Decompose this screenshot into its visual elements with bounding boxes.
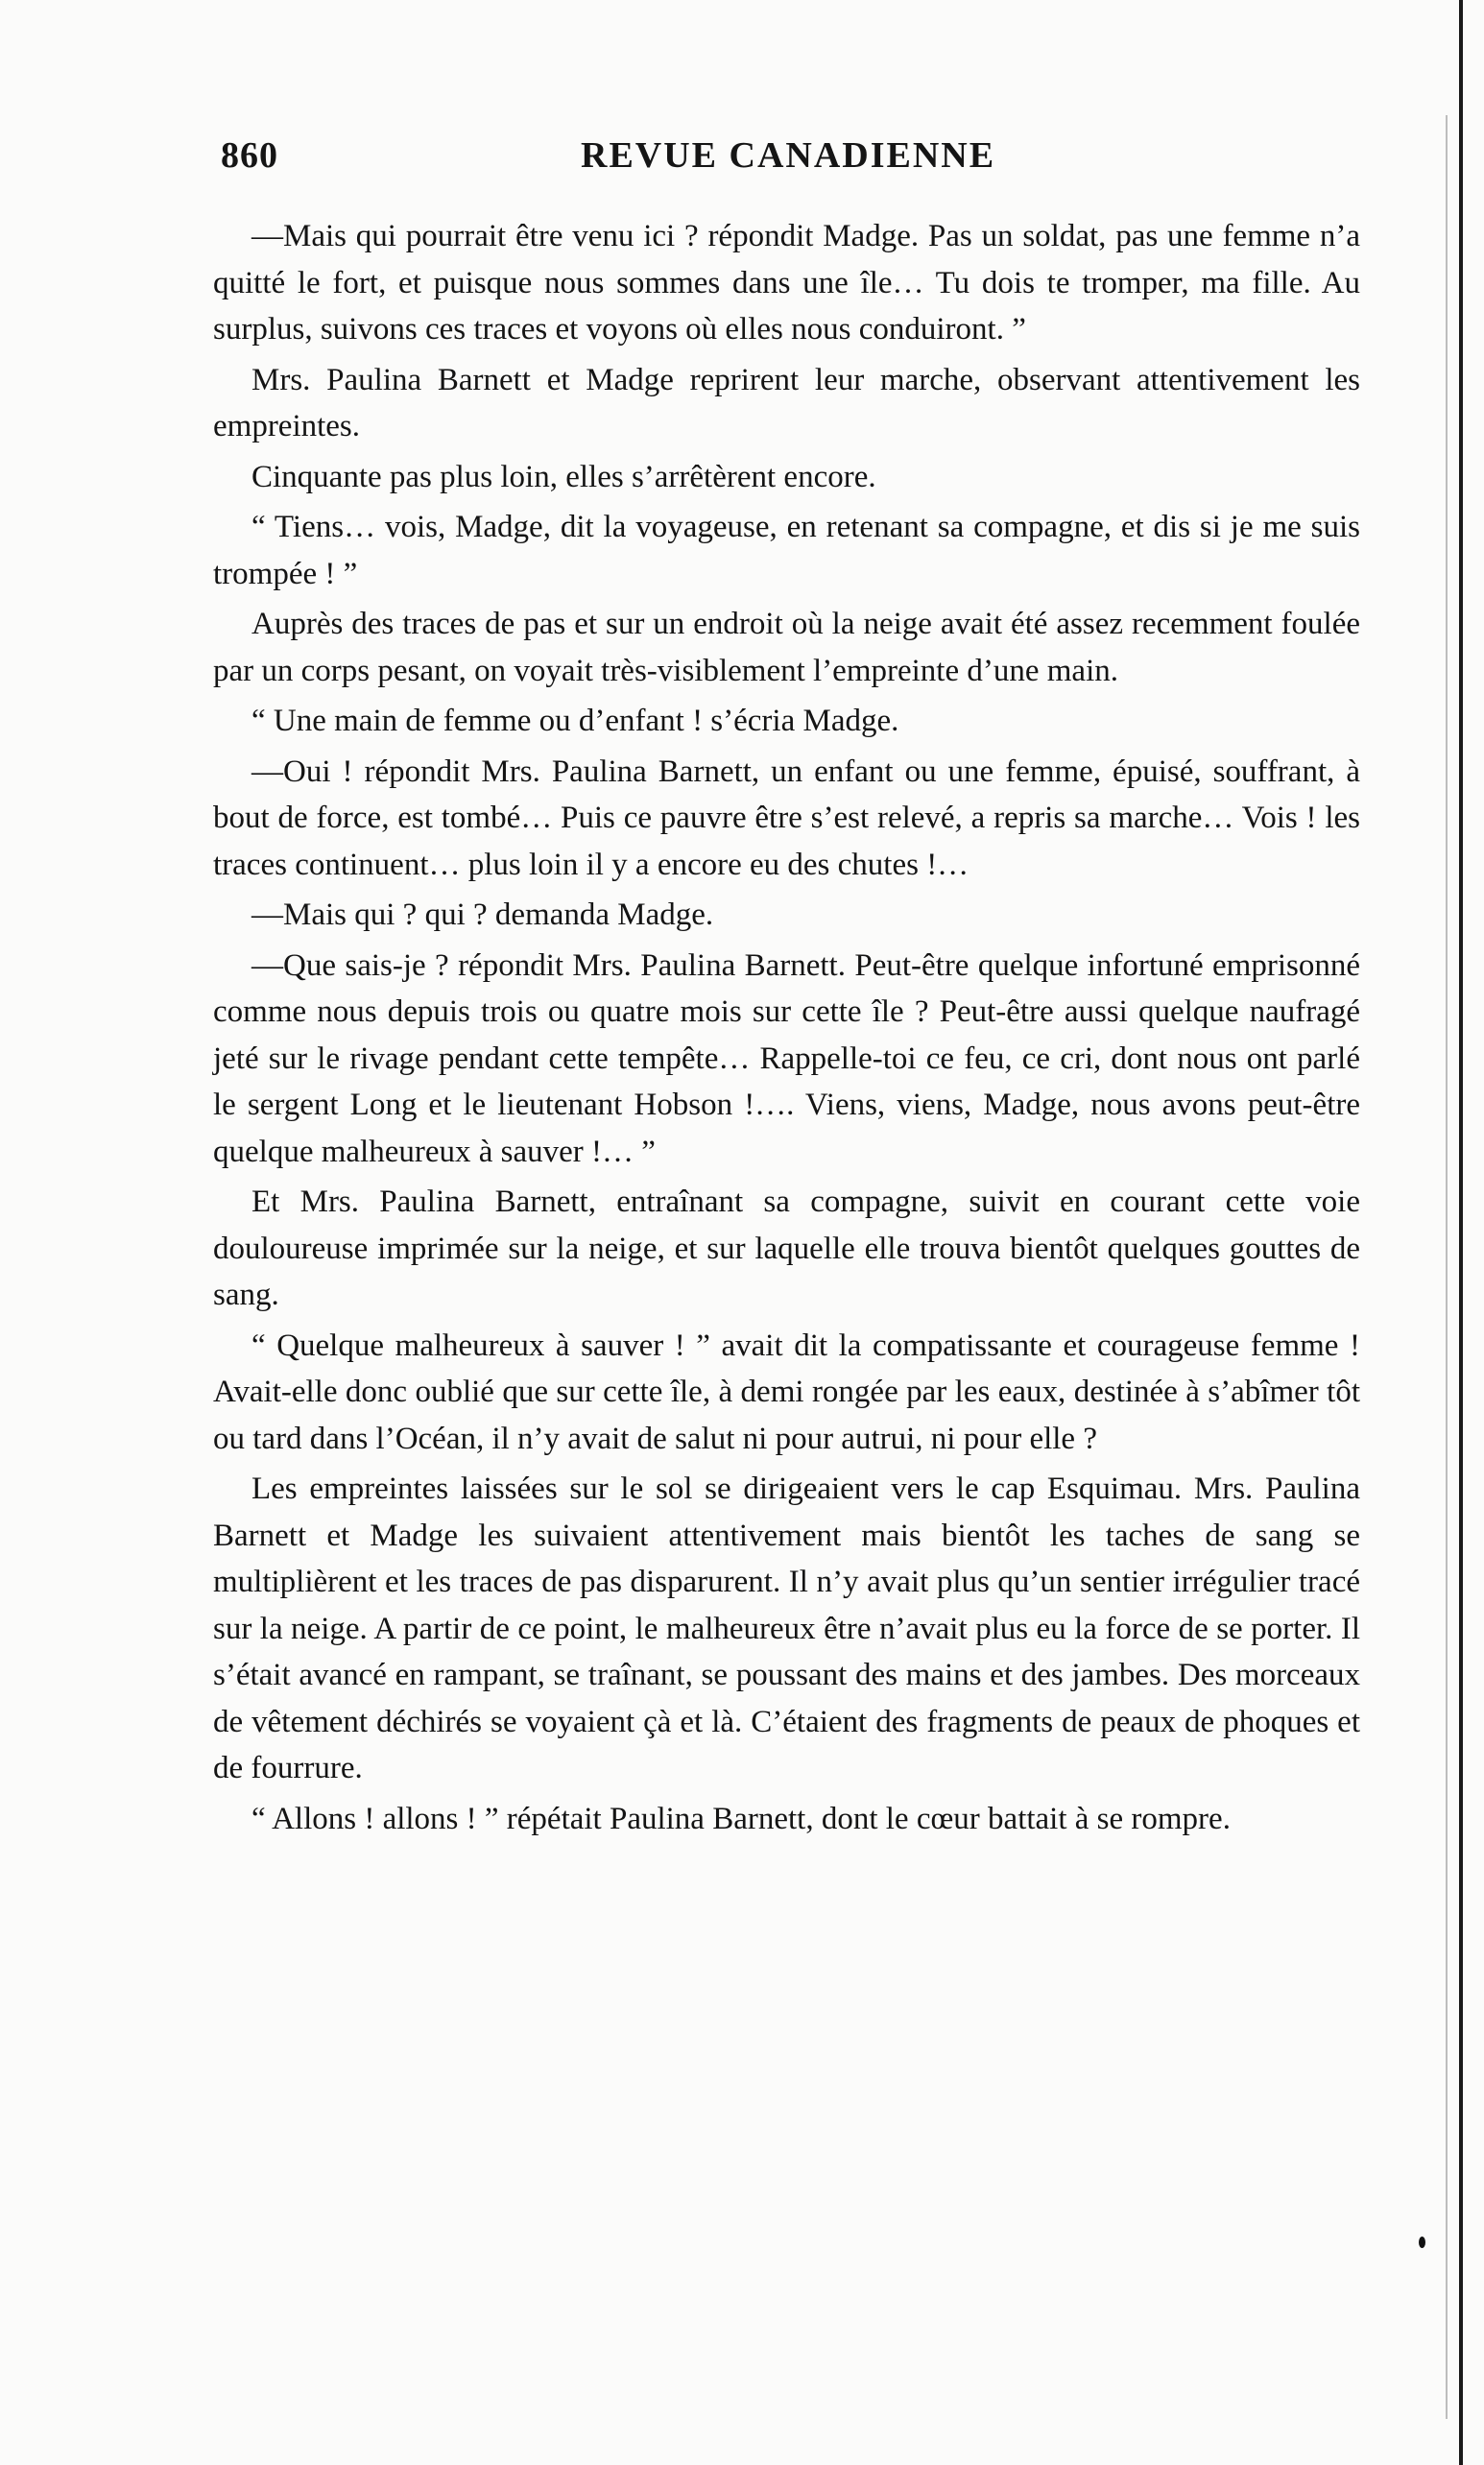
paragraph: —Oui ! répondit Mrs. Paulina Barnett, un enfant ou une femme, épuisé, souffrant, à bout de force, est tombé… Puis ce pauvre être s’est relevé, a repris sa marche… Vois ! les traces continuent… plus loin il y a encore eu des chutes !… <box>213 754 1360 882</box>
paragraph: —Mais qui ? qui ? demanda Madge. <box>251 897 714 932</box>
paragraph: Mrs. Paulina Barnett et Madge reprirent leur marche, observant attentivement les empreintes. <box>213 362 1360 443</box>
page-header <box>221 134 1363 192</box>
page-number: 860 <box>221 135 278 176</box>
paragraph: Et Mrs. Paulina Barnett, entraînant sa compagne, suivit en courant cette voie douloureuse imprimée sur la neige, et sur laquelle elle trouva bientôt quelques gouttes de sang. <box>213 1185 1360 1312</box>
paragraph: “ Quelque malheureux à sauver ! ” avait dit la compatissante et courageuse femme ! Avait-elle donc oublié que sur cette île, à demi rongée par les eaux, destinée à s’abîmer tôt ou tard dans l’Océan, il n’y avait de salut ni pour autrui, ni pour elle ? <box>213 1328 1360 1456</box>
paragraph: Auprès des traces de pas et sur un endroit où la neige avait été assez recemment foulée par un corps pesant, on voyait très-visiblement l’empreinte d’une main. <box>213 607 1360 688</box>
running-title: REVUE CANADIENNE <box>581 135 996 176</box>
page-edge-rule <box>1459 0 1463 2465</box>
paragraph: —Mais qui pourrait être venu ici ? répondit Madge. Pas un soldat, pas une femme n’a quitté le fort, et puisque nous sommes dans une île… Tu dois te tromper, ma fille. Au surplus, suivons ces traces et voyons où elles nous conduiront. ” <box>213 219 1360 347</box>
paragraph: Cinquante pas plus loin, elles s’arrêtèrent encore. <box>251 459 876 494</box>
paragraph: “ Une main de femme ou d’enfant ! s’écria Madge. <box>251 704 899 738</box>
paragraph: Les empreintes laissées sur le sol se dirigeaient vers le cap Esquimau. Mrs. Paulina Barnett et Madge les suivaient attentivement mais bientôt les taches de sang se multiplièrent et les traces de pas disparurent. Il n’y avait plus qu’un sentier irrégulier tracé sur la neige. A partir de ce point, le malheureux être n’avait plus eu la force de se porter. Il s’était avancé en rampant, se traînant, se poussant des mains et des jambes. Des morceaux de vêtement déchirés se voyaient çà et là. C’étaient des fragments de peaux de phoques et de fourrure. <box>213 1472 1360 1785</box>
paragraph: —Que sais-je ? répondit Mrs. Paulina Barnett. Peut-être quelque infortuné emprisonné comme nous depuis trois ou quatre mois sur cette île ? Peut-être aussi quelque naufragé jeté sur le rivage pendant cette tempête… Rappelle-toi ce feu, ce cri, dont nous ont parlé le sergent Long et le lieutenant Hobson !…. Viens, viens, Madge, nous avons peut-être quelque malheureux à sauver !… ” <box>213 947 1360 1169</box>
paragraph: “ Tiens… vois, Madge, dit la voyageuse, en retenant sa compagne, et dis si je me suis trompée ! ” <box>213 510 1360 591</box>
paragraph: “ Allons ! allons ! ” répétait Paulina Barnett, dont le cœur battait à se rompre. <box>251 1801 1231 1836</box>
page-gutter-shadow <box>1446 115 1448 2419</box>
body-text <box>213 213 1360 1846</box>
margin-mark <box>1419 2237 1425 2248</box>
